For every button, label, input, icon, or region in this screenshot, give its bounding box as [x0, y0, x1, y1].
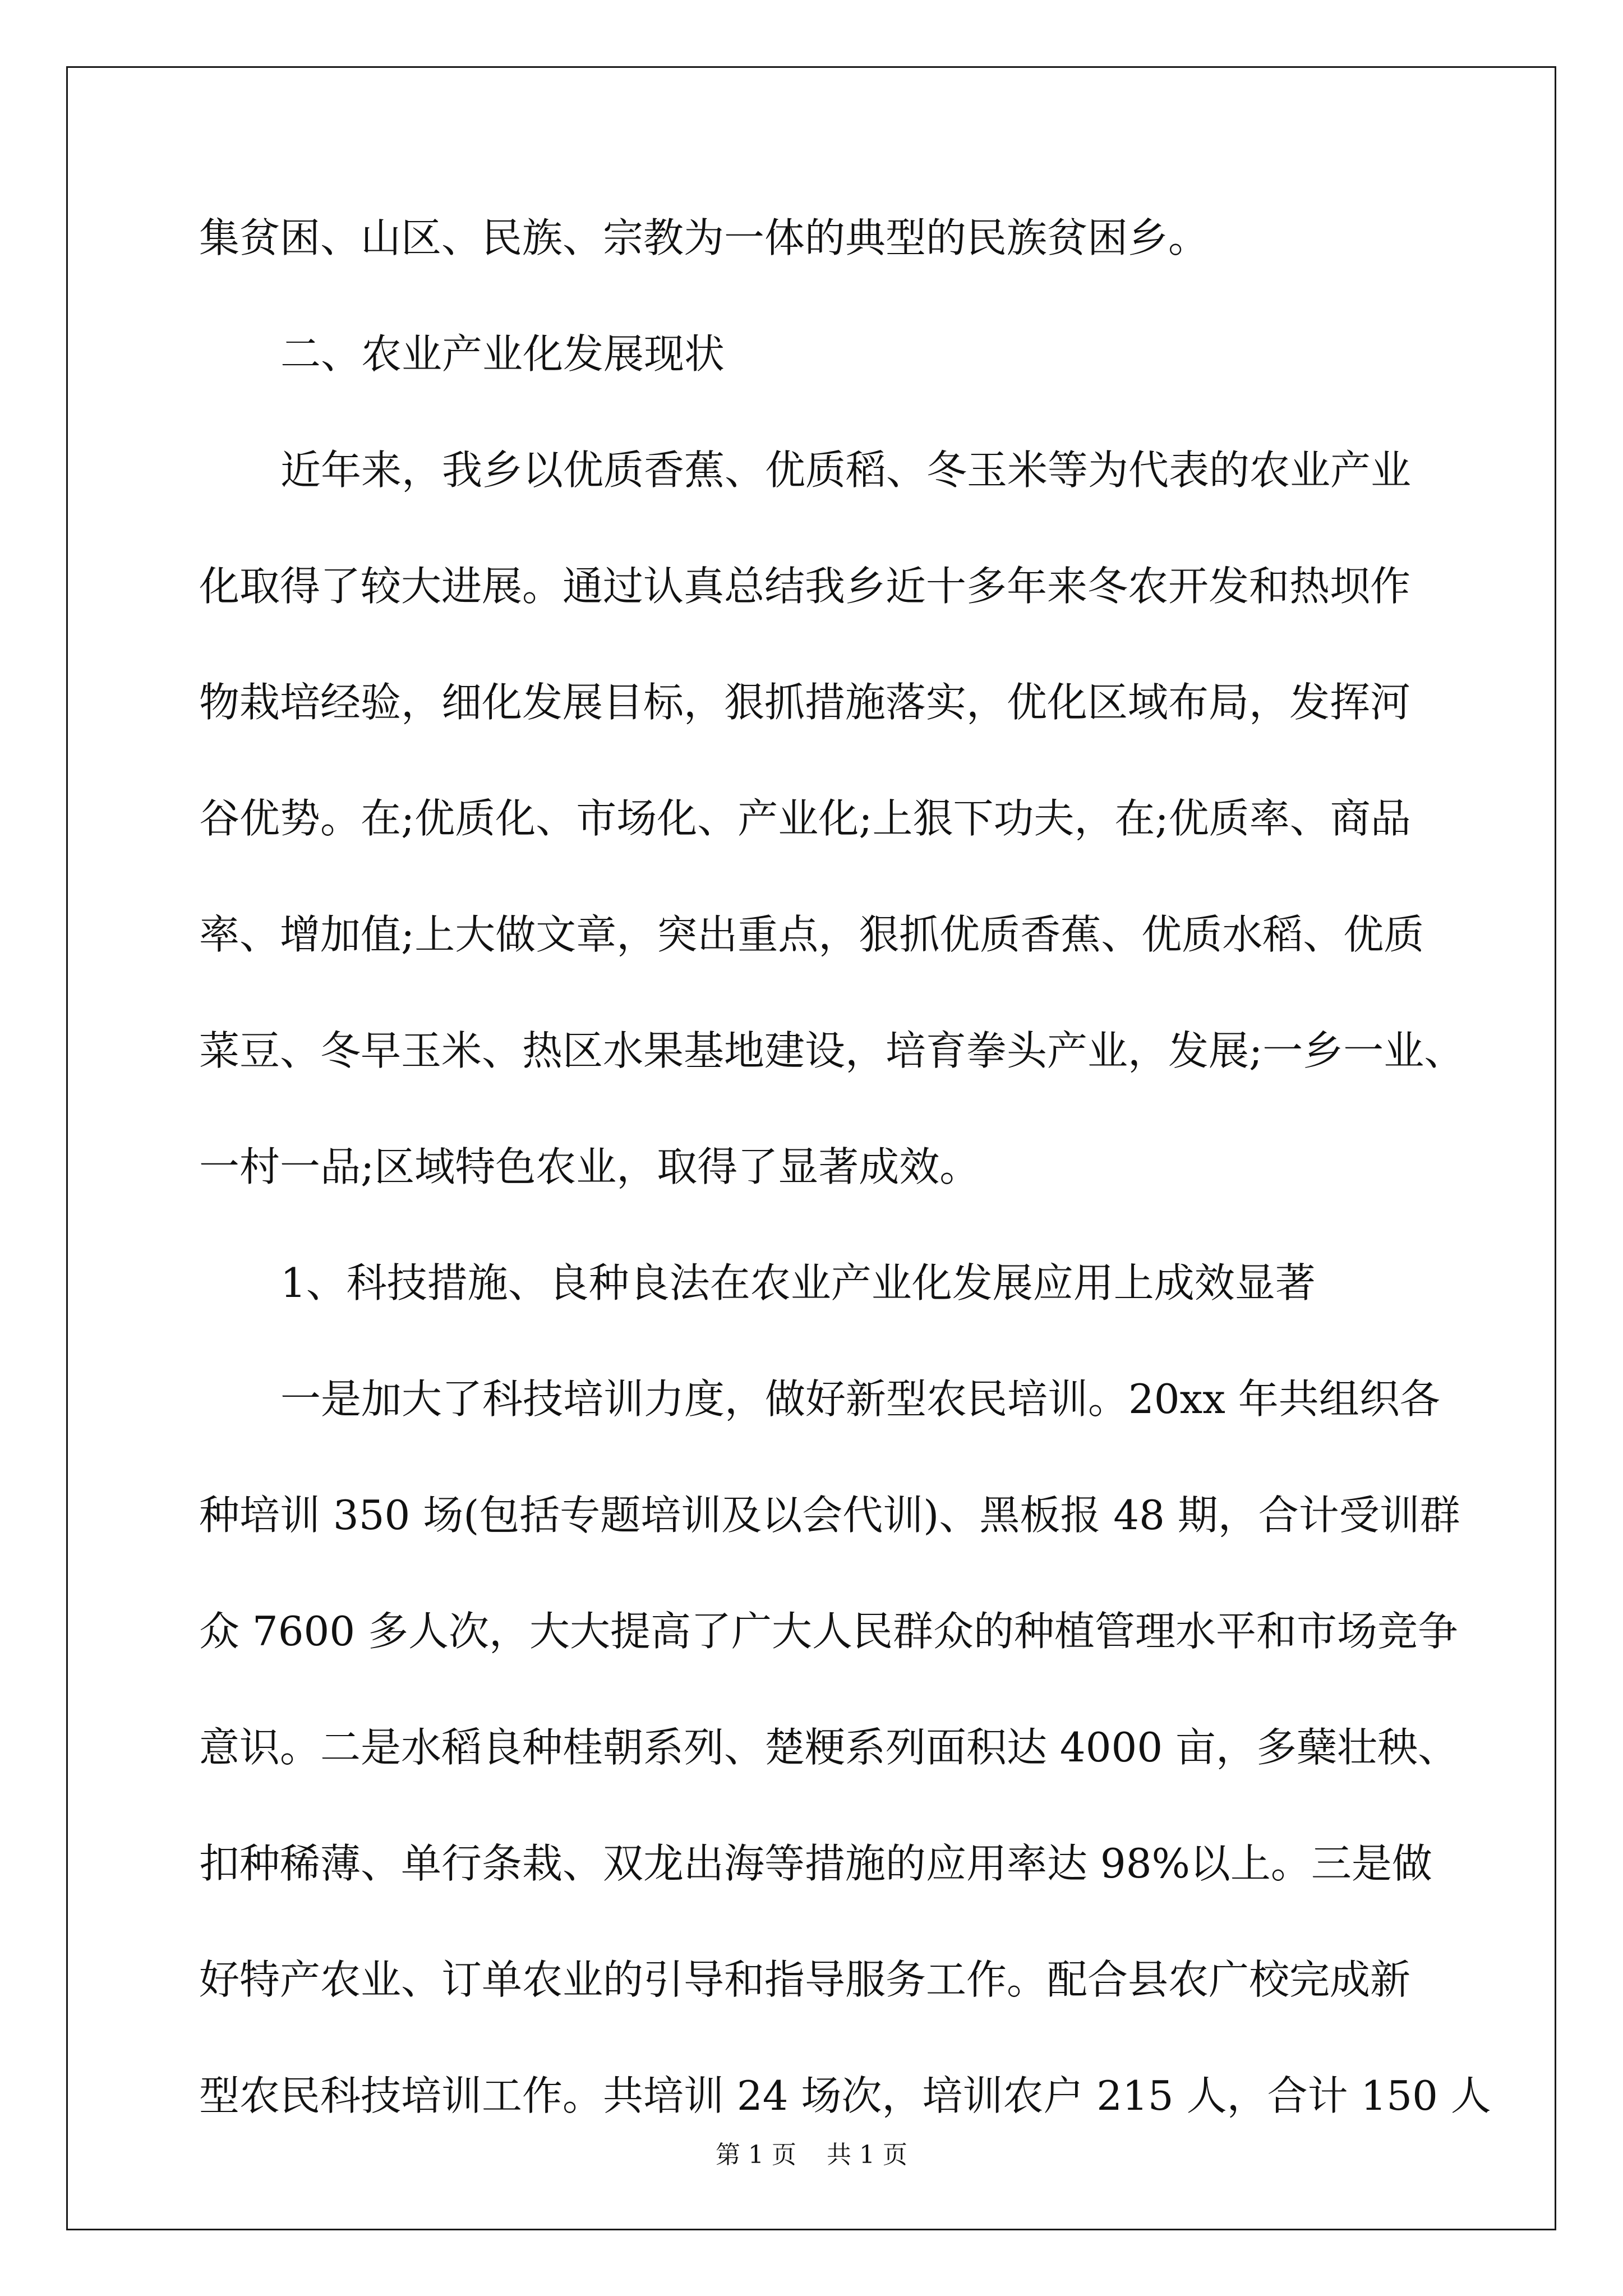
body-line-6: 谷优势。在;优质化、市场化、产业化;上狠下功夫，在;优质率、商品 — [199, 795, 1411, 842]
page-number: 第 1 页 — [716, 2141, 796, 2169]
body-line-4: 化取得了较大进展。通过认真总结我乡近十多年来冬农开发和热坝作 — [199, 563, 1411, 610]
body-line-3: 近年来，我乡以优质香蕉、优质稻、冬玉米等为代表的农业产业 — [280, 447, 1412, 494]
body-line-13: 众 7600 多人次，大大提高了广大人民群众的种植管理水平和市场竞争 — [199, 1608, 1459, 1655]
section-heading: 二、农业产业化发展现状 — [280, 330, 725, 378]
body-line-12: 种培训 350 场(包括专题培训及以会代训)、黑板报 48 期，合计受训群 — [199, 1492, 1460, 1539]
body-line-8: 菜豆、冬早玉米、热区水果基地建设，培育拳头产业，发展;一乡一业、 — [199, 1027, 1465, 1074]
body-line-16: 好特产农业、订单农业的引导和指导服务工作。配合县农广校完成新 — [199, 1956, 1411, 2003]
body-line-14: 意识。二是水稻良种桂朝系列、楚粳系列面积达 4000 亩，多蘖壮秧、 — [199, 1724, 1459, 1771]
subsection-heading: 1、科技措施、良种良法在农业产业化发展应用上成效显著 — [280, 1259, 1316, 1306]
body-line-11: 一是加大了科技培训力度，做好新型农民培训。20xx 年共组织各 — [280, 1375, 1440, 1423]
body-line-5: 物栽培经验，细化发展目标，狠抓措施落实，优化区域布局，发挥河 — [199, 679, 1411, 726]
page-footer — [0, 2143, 1623, 2168]
body-line-15: 扣种稀薄、单行条栽、双龙出海等措施的应用率达 98%以上。三是做 — [199, 1840, 1432, 1887]
body-line-9: 一村一品;区域特色农业，取得了显著成效。 — [199, 1143, 980, 1190]
body-line-17: 型农民科技培训工作。共培训 24 场次，培训农户 215 人，合计 150 人 — [199, 2072, 1491, 2119]
body-line-1: 集贫困、山区、民族、宗教为一体的典型的民族贫困乡。 — [199, 214, 1209, 261]
body-line-7: 率、增加值;上大做文章，突出重点，狠抓优质香蕉、优质水稻、优质 — [199, 911, 1424, 958]
page-total: 共 1 页 — [827, 2141, 907, 2169]
